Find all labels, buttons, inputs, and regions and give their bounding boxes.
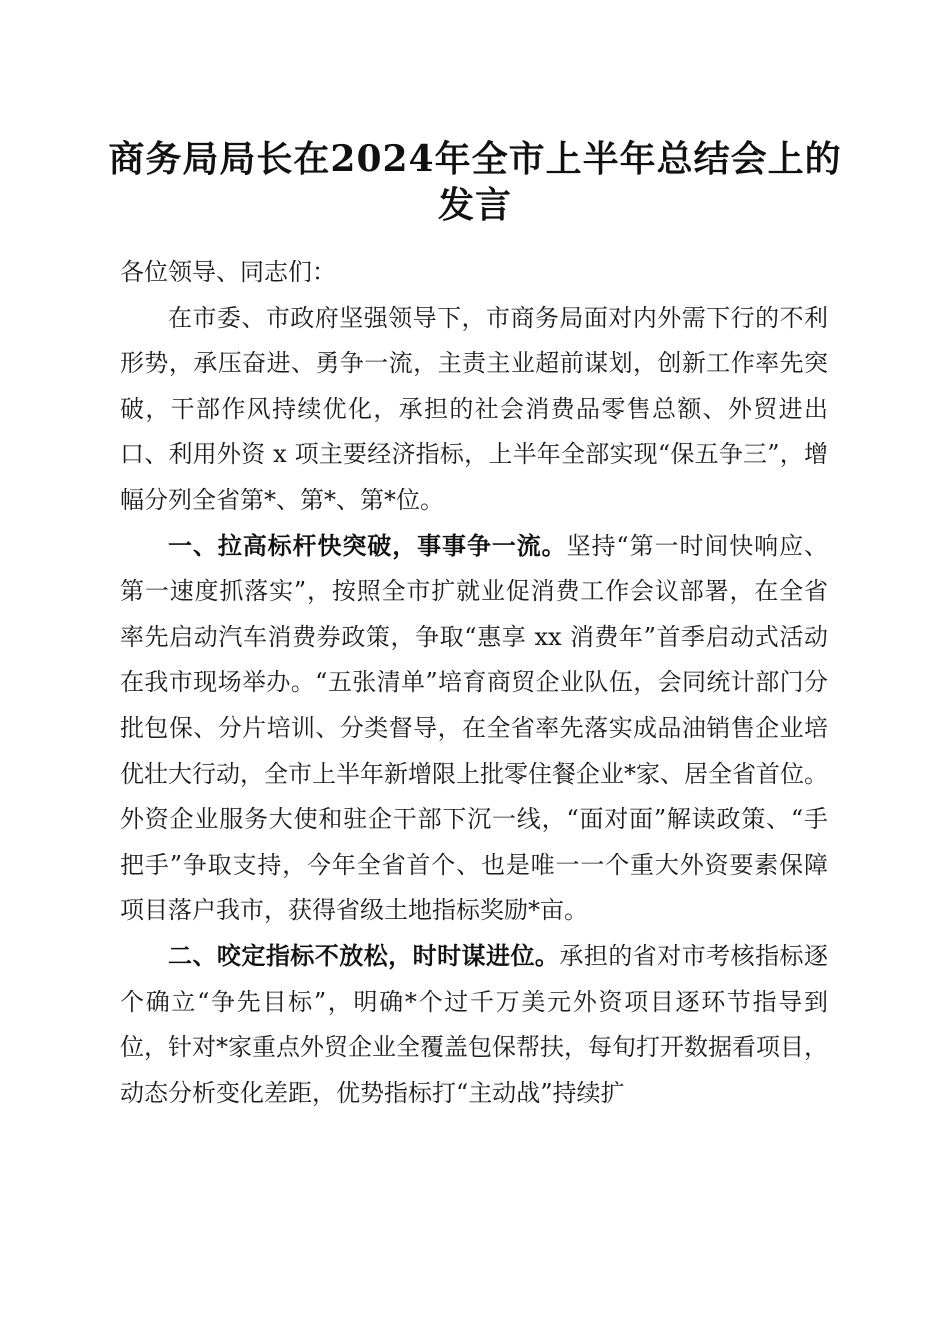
intro-paragraph: 在市委、市政府坚强领导下，市商务局面对内外需下行的不利形势，承压奋进、勇争一流，主责主业超前谋划，创新工作率先突破，干部作风持续优化，承担的社会消费品零售总额、外贸进出口、利用外资 x 项主要经济指标，上半年全部实现“保五争三”，增幅分列全省第*、第*、第*位。 — [120, 303, 828, 514]
title-line-2: 发言 — [437, 184, 512, 226]
section-2-heading: 二、咬定指标不放松，时时谋进位。 — [168, 941, 560, 970]
section-2-paragraph — [120, 934, 828, 1116]
section-2-text: 承担的省对市考核指标逐个确立“争先目标”，明确*个过千万美元外资项目逐环节指导到位，针对*家重点外贸企业全覆盖包保帮扶，每旬打开数据看项目，动态分析变化差距，优势指标打“主动战”持续扩 — [120, 941, 829, 1107]
section-1-paragraph — [120, 524, 828, 934]
section-1-text: 坚持“第一时间快响应、第一速度抓落实”，按照全市扩就业促消费工作会议部署，在全省率先启动汽车消费券政策，争取“惠享 xx 消费年”首季启动式活动在我市现场举办。“五张清单”培育商贸企业队伍，会同统计部门分批包保、分片培训、分类督导，在全省率先落实成品油销售企业培优壮大行动，全市上半年新增限上批零住餐企业*家、居全省首位。外资企业服务大使和驻企干部下沉一线，“面对面”解读政策、“手把手”争取支持，今年全省首个、也是唯一一个重大外资要素保障项目落户我市，获得省级土地指标奖励*亩。 — [120, 531, 829, 925]
section-1-heading: 一、拉高标杆快突破，事事争一流。 — [168, 531, 567, 560]
document-body — [120, 250, 828, 1116]
document-title — [60, 136, 890, 228]
title-line-1: 商务局局长在2024年全市上半年总结会上的 — [108, 138, 842, 180]
salutation: 各位领导、同志们： — [120, 258, 336, 286]
